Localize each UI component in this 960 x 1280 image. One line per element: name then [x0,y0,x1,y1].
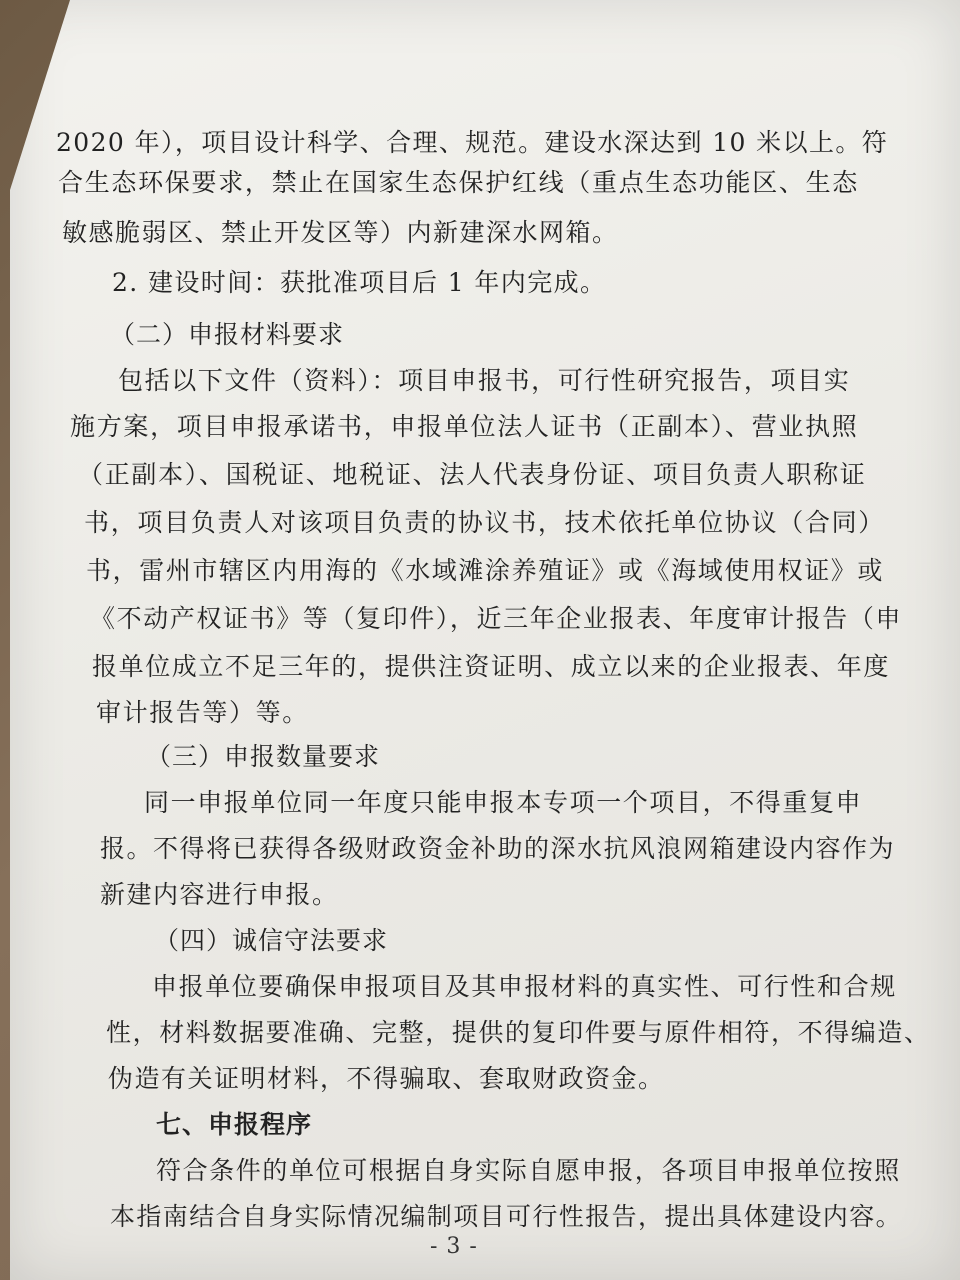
text-line: 性，材料数据要准确、完整，提供的复印件要与原件相符，不得编造、 [106,1018,931,1047]
text-line: 报。不得将已获得各级财政资金补助的深水抗风浪网箱建设内容作为 [100,834,896,863]
text-line: 本指南结合自身实际情况编制项目可行性报告，提出具体建设内容。 [110,1202,903,1231]
text-line: 新建内容进行申报。 [100,880,339,909]
text-line: 审计报告等）等。 [96,698,309,727]
text-line: 伪造有关证明材料，不得骗取、套取财政资金。 [108,1064,665,1093]
text-line: 书，雷州市辖区内用海的《水域滩涂养殖证》或《海域使用权证》或 [86,556,885,585]
text-line: 《不动产权证书》等（复印件），近三年企业报表、年度审计报告（申 [90,604,903,633]
text-line: 报单位成立不足三年的，提供注资证明、成立以来的企业报表、年度 [92,652,891,681]
text-line: 合生态环保要求，禁止在国家生态保护红线（重点生态功能区、生态 [58,168,860,197]
page-number: - 3 - [430,1234,478,1259]
text-line: 申报单位要确保申报项目及其申报材料的真实性、可行性和合规 [152,972,897,1001]
text-line: 书，项目负责人对该项目负责的协议书，技术依托单位协议（合同） [84,508,886,537]
text-line: 同一申报单位同一年度只能申报本专项一个项目，不得重复申 [144,788,863,817]
text-line: 符合条件的单位可根据自身实际自愿申报，各项目申报单位按照 [156,1156,901,1185]
text-line: 包括以下文件（资料）：项目申报书，可行性研究报告，项目实 [118,366,851,395]
section-heading: （四）诚信守法要求 [154,926,389,955]
text-line: 2020 年），项目设计科学、合理、规范。建设水深达到 10 米以上。符 [56,128,889,157]
section-heading: （二）申报材料要求 [110,320,345,349]
text-line: 敏感脆弱区、禁止开发区等）内新建深水网箱。 [62,218,619,247]
text-line: 施方案，项目申报承诺书，申报单位法人证书（正副本）、营业执照 [70,412,859,441]
text-line: 2. 建设时间：获批准项目后 1 年内完成。 [112,268,607,297]
text-line: （正副本）、国税证、地税证、法人代表身份证、项目负责人职称证 [78,460,867,489]
section-heading: 七、申报程序 [156,1110,313,1139]
section-heading: （三）申报数量要求 [146,742,381,771]
